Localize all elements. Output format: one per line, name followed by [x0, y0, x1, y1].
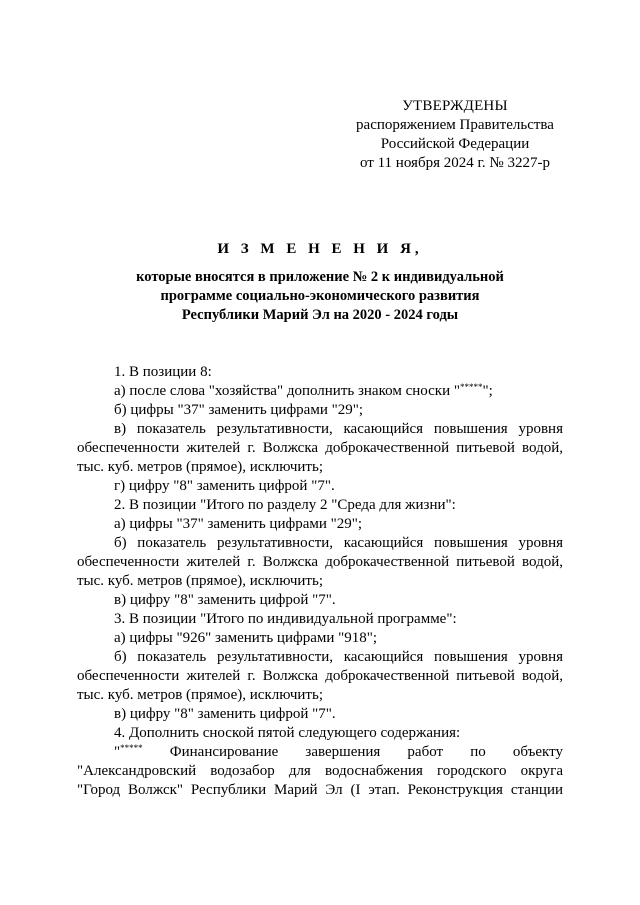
- approval-line-2: Российской Федерации: [380, 136, 530, 152]
- item-1-c-line-1: в) показатель результативности, касающийся повышения уровня: [114, 421, 563, 437]
- item-2-a: а) цифры "37" заменить цифрами "29";: [114, 516, 363, 532]
- item-3-heading: 3. В позиции "Итого по индивидуальной программе":: [114, 611, 457, 627]
- item-3-b-line-2: обеспеченности жителей г. Волжска доброкачественной питьевой водой,: [77, 668, 563, 684]
- approval-line-1: распоряжением Правительства: [356, 117, 554, 133]
- footnote-open-quote: ": [114, 744, 121, 760]
- approval-block: [340, 97, 570, 173]
- item-2-b-line-2: обеспеченности жителей г. Волжска доброкачественной питьевой водой,: [77, 554, 563, 570]
- footnote-mark: *****: [120, 743, 143, 753]
- item-2-heading: 2. В позиции "Итого по разделу 2 "Среда для жизни":: [114, 497, 456, 513]
- item-1-c-line-2: обеспеченности жителей г. Волжска доброкачественной питьевой водой,: [77, 440, 563, 456]
- item-3-a: а) цифры "926" заменить цифрами "918";: [114, 630, 378, 646]
- item-1-c-line-3: тыс. куб. метров (прямое), исключить;: [77, 459, 323, 475]
- item-1-a-end: ";: [482, 383, 493, 399]
- item-2-b-line-1: б) показатель результативности, касающийся повышения уровня: [114, 535, 563, 551]
- item-1-d: г) цифру "8" заменить цифрой "7".: [114, 478, 335, 494]
- approval-title: УТВЕРЖДЕНЫ: [402, 98, 508, 114]
- item-3-c: в) цифру "8" заменить цифрой "7".: [114, 706, 336, 722]
- footnote-text-line-2: "Александровский водозабор для водоснабжения городского округа: [77, 763, 563, 779]
- subtitle-line-1: которые вносятся в приложение № 2 к индивидуальной: [136, 269, 504, 285]
- item-1-heading: 1. В позиции 8:: [114, 364, 212, 380]
- document-title: И З М Е Н Е Н И Я,: [217, 241, 423, 257]
- item-3-b-line-3: тыс. куб. метров (прямое), исключить;: [77, 687, 323, 703]
- approval-line-3: от 11 ноября 2024 г. № 3227-р: [360, 155, 550, 171]
- footnote-mark: *****: [459, 382, 483, 392]
- document-subtitle: [60, 268, 580, 325]
- item-2-c: в) цифру "8" заменить цифрой "7".: [114, 592, 336, 608]
- item-1-a-text: а) после слова "хозяйства" дополнить знаком сноски ": [114, 383, 460, 399]
- document-body: [77, 363, 563, 800]
- subtitle-line-2: программе социально-экономического развития: [160, 288, 480, 304]
- footnote-text-line-3: "Город Волжск" Республики Марий Эл (I этап. Реконструкция станции: [77, 782, 563, 798]
- footnote-text-start: Финансирование завершения работ по объекту: [142, 744, 563, 760]
- item-1-a: [77, 382, 563, 401]
- item-2-b-line-3: тыс. куб. метров (прямое), исключить;: [77, 573, 323, 589]
- item-1-b: б) цифры "37" заменить цифрами "29";: [114, 402, 364, 418]
- item-4-heading: 4. Дополнить сноской пятой следующего содержания:: [114, 725, 461, 741]
- footnote-text-line-1: [77, 743, 563, 762]
- subtitle-line-3: Республики Марий Эл на 2020 - 2024 годы: [181, 307, 459, 323]
- item-3-b-line-1: б) показатель результативности, касающийся повышения уровня: [114, 649, 563, 665]
